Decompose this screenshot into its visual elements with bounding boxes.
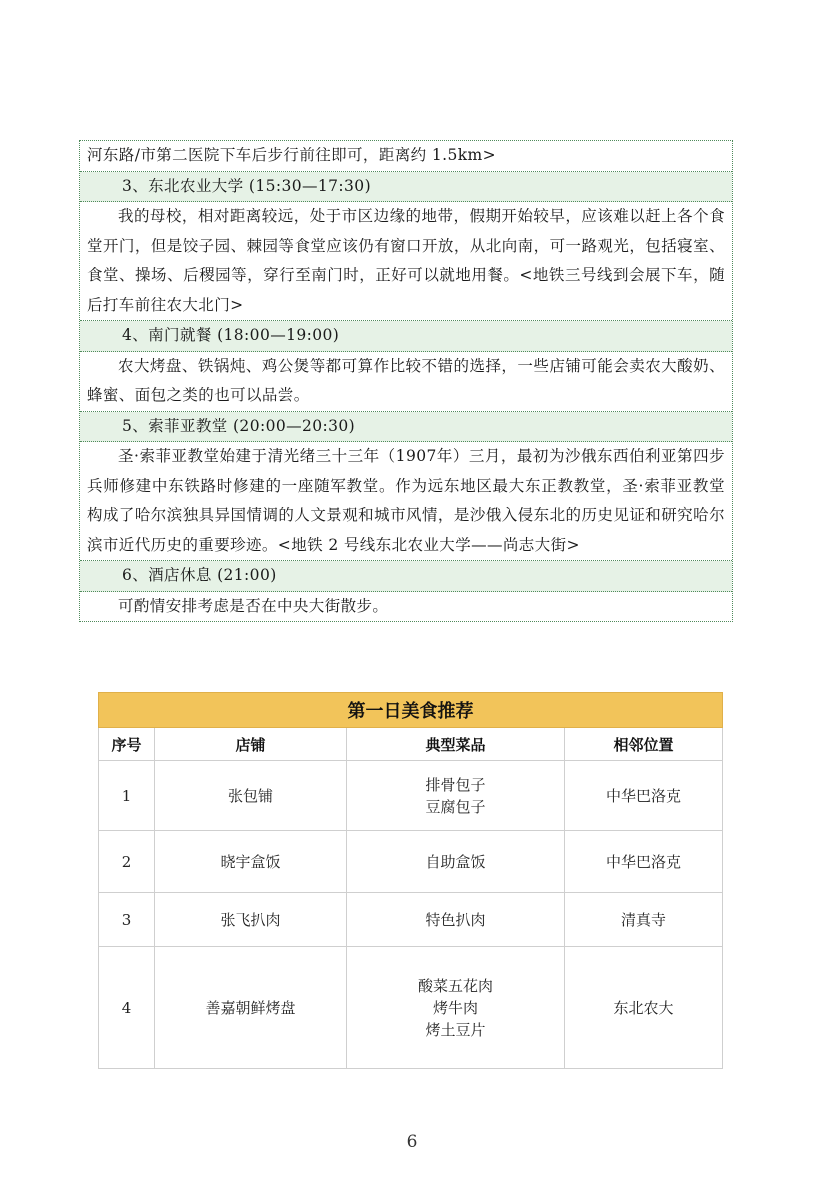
itinerary-heading-5: 5、索菲亚教堂 (20:00—20:30) [80,412,732,443]
column-header-number: 序号 [99,728,155,761]
dish-item: 豆腐包子 [425,797,486,816]
column-header-shop: 店铺 [155,728,347,761]
row-number: 3 [99,893,155,947]
location: 中华巴洛克 [565,831,723,893]
table-title: 第一日美食推荐 [99,693,723,728]
dish-item: 烤牛肉 [432,998,478,1017]
shop-name: 善嘉朝鲜烤盘 [155,947,347,1069]
page-number: 6 [406,1132,418,1152]
table-row [99,761,723,831]
dish-item: 烤土豆片 [425,1020,486,1039]
table-row [99,947,723,1069]
food-recommendation-table [98,692,723,1069]
location: 中华巴洛克 [565,761,723,831]
column-header-location: 相邻位置 [565,728,723,761]
table-row [99,831,723,893]
row-number: 2 [99,831,155,893]
dish-list [347,761,565,831]
dish-list [347,947,565,1069]
itinerary-heading-3: 3、东北农业大学 (15:30—17:30) [80,172,732,203]
shop-name: 张包铺 [155,761,347,831]
shop-name: 张飞扒肉 [155,893,347,947]
shop-name: 晓宇盒饭 [155,831,347,893]
dish-item: 酸菜五花肉 [417,976,493,995]
itinerary-text-6: 可酌情安排考虑是否在中央大街散步。 [118,596,389,615]
dish-item: 排骨包子 [425,775,486,794]
row-number: 1 [99,761,155,831]
itinerary-text-4: 农大烤盘、铁锅炖、鸡公煲等都可算作比较不错的选择，一些店铺可能会卖农大酸奶、蜂蜜、面包之类的也可以品尝。 [80,352,732,412]
dish-item: 特色扒肉 [425,910,486,929]
location: 东北农大 [565,947,723,1069]
itinerary-heading-4: 4、南门就餐 (18:00—19:00) [80,321,732,352]
dish-list [347,831,565,893]
table-row [99,893,723,947]
column-header-dishes: 典型菜品 [347,728,565,761]
dish-item: 自助盒饭 [425,852,486,871]
itinerary-heading-6: 6、酒店休息 (21:00) [80,561,732,592]
dish-list [347,893,565,947]
itinerary-text-5: 圣·索菲亚教堂始建于清光绪三十三年（1907年）三月，最初为沙俄东西伯利亚第四步兵师修建中东铁路时修建的一座随军教堂。作为远东地区最大东正教教堂，圣·索菲亚教堂构成了哈尔滨独具异国情调的人文景观和城市风情，是沙俄入侵东北的历史见证和研究哈尔滨市近代历史的重要珍迹。<地铁 2 号线东北农业大学——尚志大街> [80,442,732,561]
location: 清真寺 [565,893,723,947]
itinerary-text-3: 我的母校，相对距离较远，处于市区边缘的地带，假期开始较早，应该难以赶上各个食堂开门，但是饺子园、棘园等食堂应该仍有窗口开放，从北向南，可一路观光，包括寝室、食堂、操场、后稷园等，穿行至南门时，正好可以就地用餐。<地铁三号线到会展下车，随后打车前往农大北门> [80,202,732,321]
itinerary-box [79,140,733,622]
row-number: 4 [99,947,155,1069]
itinerary-text-transit-1: 河东路/市第二医院下车后步行前往即可，距离约 1.5km> [80,141,732,172]
